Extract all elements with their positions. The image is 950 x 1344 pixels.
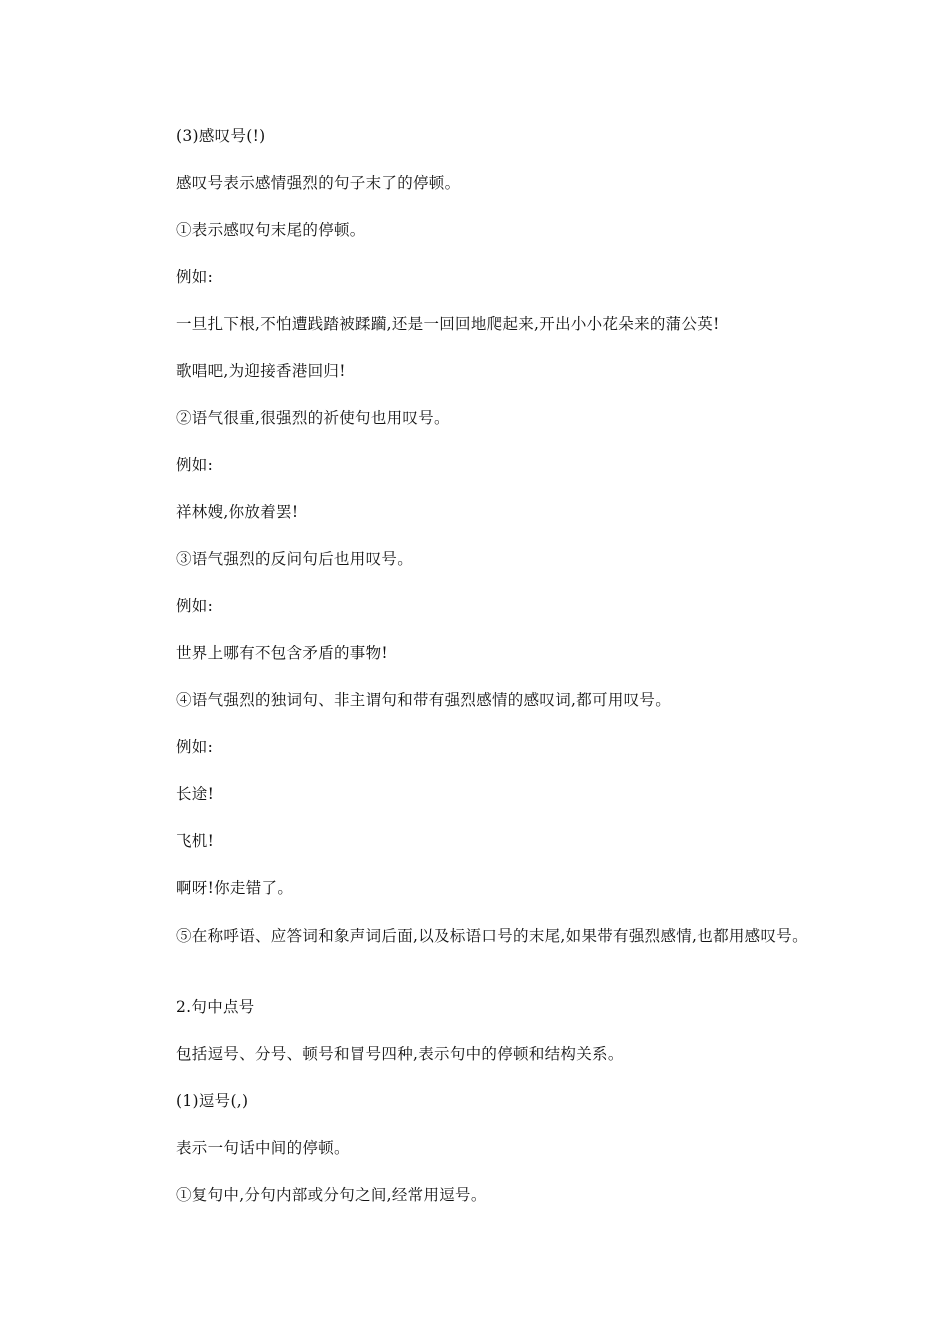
heading-mid-sentence-marks: 2.句中点号: [176, 998, 255, 1016]
paragraph-example: 飞机!: [176, 832, 215, 850]
paragraph-example-label: 例如:: [176, 597, 214, 615]
paragraph-mid-sentence-definition: 包括逗号、分号、顿号和冒号四种,表示句中的停顿和结构关系。: [176, 1045, 624, 1063]
paragraph-rule-3: ③语气强烈的反问句后也用叹号。: [176, 550, 414, 568]
heading-comma: (1)逗号(,): [176, 1092, 249, 1110]
paragraph-rule-5: ⑤在称呼语、应答词和象声词后面,以及标语口号的末尾,如果带有强烈感情,也都用感叹号。: [176, 927, 808, 945]
paragraph-example: 啊呀!你走错了。: [176, 879, 294, 897]
paragraph-example-label: 例如:: [176, 456, 214, 474]
paragraph-example: 祥林嫂,你放着罢!: [176, 503, 299, 521]
paragraph-comma-rule-1: ①复句中,分句内部或分句之间,经常用逗号。: [176, 1186, 487, 1204]
paragraph-comma-definition: 表示一句话中间的停顿。: [176, 1139, 350, 1157]
paragraph-rule-2: ②语气很重,很强烈的祈使句也用叹号。: [176, 409, 450, 427]
paragraph-rule-1: ①表示感叹句末尾的停顿。: [176, 221, 366, 239]
paragraph-example: 歌唱吧,为迎接香港回归!: [176, 362, 346, 380]
paragraph-example: 一旦扎下根,不怕遭践踏被蹂躏,还是一回回地爬起来,开出小小花朵来的蒲公英!: [176, 315, 720, 333]
paragraph-rule-4: ④语气强烈的独词句、非主谓句和带有强烈感情的感叹词,都可用叹号。: [176, 691, 672, 709]
paragraph-example: 长途!: [176, 785, 215, 803]
paragraph-definition: 感叹号表示感情强烈的句子末了的停顿。: [176, 174, 461, 192]
paragraph-example-label: 例如:: [176, 268, 214, 286]
heading-exclamation-mark: (3)感叹号(!): [176, 127, 266, 145]
paragraph-example: 世界上哪有不包含矛盾的事物!: [176, 644, 388, 662]
paragraph-example-label: 例如:: [176, 738, 214, 756]
